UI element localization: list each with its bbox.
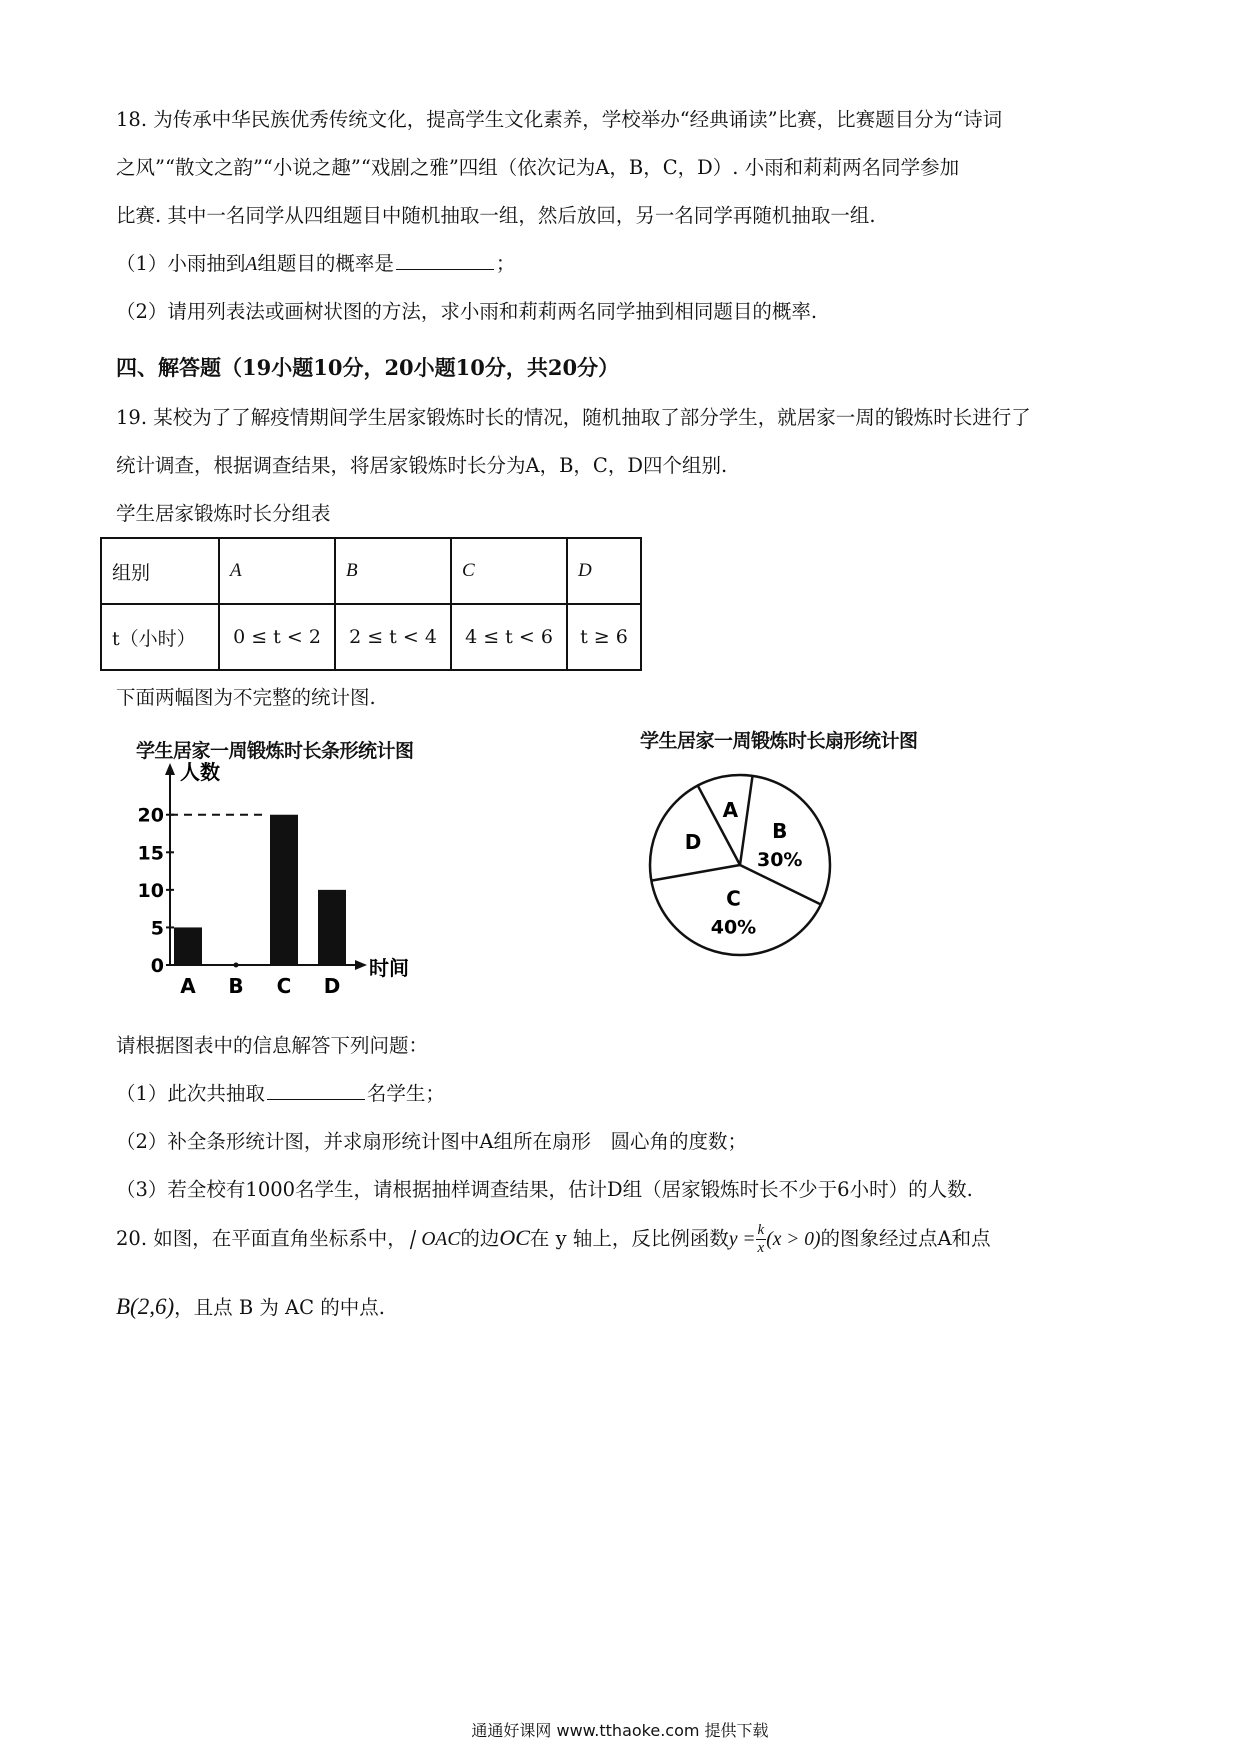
bar-chart-title: 学生居家一周锻炼时长条形统计图 — [136, 740, 414, 762]
pie-label-D: D — [684, 830, 702, 855]
text: 的图象经过点A和点 — [820, 1227, 991, 1250]
text: 20. 如图，在平面直角坐标系中， — [116, 1227, 407, 1250]
q18-line3: 比赛. 其中一名同学从四组题目中随机抽取一组，然后放回，另一名同学再随机抽取一组. — [116, 204, 876, 227]
triangle: ∣ OAC — [406, 1229, 461, 1250]
q19-prompt: 请根据图表中的信息解答下列问题： — [116, 1034, 429, 1057]
y-tick-label: 0 — [150, 955, 164, 977]
table-row — [101, 604, 641, 670]
q18-line1: 18. 为传承中华民族优秀传统文化，提高学生文化素养，学校举办“经典诵读”比赛，比赛题目分为“诗词 — [116, 108, 1003, 131]
bar-D — [318, 890, 346, 965]
numerator: k — [757, 1222, 765, 1238]
pie-label-A: A — [722, 798, 739, 823]
x-tick-label: A — [180, 974, 196, 998]
footer: 通通好课网 www.tthaoke.com 提供下载 — [471, 1721, 769, 1740]
table-row — [101, 538, 641, 604]
text: ； — [495, 252, 516, 275]
table-cell: D — [567, 538, 641, 604]
q20-line1 — [116, 1222, 991, 1257]
y-tick-label: 10 — [137, 879, 164, 902]
func-lhs: y = — [728, 1229, 756, 1250]
group-table — [100, 537, 642, 671]
table-cell: 2 ≤ t < 4 — [335, 604, 451, 670]
y-tick-label: 20 — [137, 804, 164, 827]
x-tick-label: B — [228, 974, 244, 998]
answer-blank — [396, 251, 494, 270]
y-tick-label: 5 — [150, 917, 164, 940]
q19-sub3: （3）若全校有1000名学生，请根据抽样调查结果，估计D组（居家锻炼时长不少于6小时）的人数. — [116, 1178, 973, 1201]
section-heading: 四、解答题（19小题10分，20小题10分，共20分） — [116, 355, 620, 380]
table-cell: t（小时） — [101, 604, 219, 670]
table-cell: C — [451, 538, 567, 604]
q19-line2: 统计调查，根据调查结果，将居家锻炼时长分为A，B，C，D四个组别. — [116, 454, 728, 477]
text: 名学生； — [366, 1082, 445, 1105]
y-tick-label: 15 — [137, 842, 164, 865]
text: 在 y 轴上，反比例函数 — [529, 1227, 729, 1250]
pie-chart-title: 学生居家一周锻炼时长扇形统计图 — [640, 730, 918, 752]
table-cell: 0 ≤ t < 2 — [219, 604, 335, 670]
text: （1）小雨抽到 — [116, 252, 246, 275]
bar-C — [270, 815, 298, 965]
segment-oc: OC — [499, 1225, 530, 1250]
pie-chart — [640, 760, 860, 980]
q20-line2 — [116, 1292, 385, 1320]
table-cell: t ≥ 6 — [567, 604, 641, 670]
table-cell: B — [335, 538, 451, 604]
var: A — [245, 254, 258, 275]
bar-A — [174, 927, 202, 965]
pie-label-C: C — [726, 886, 741, 911]
x-axis-label: 时间 — [369, 956, 409, 980]
text: 的边 — [460, 1227, 500, 1250]
text: （1）此次共抽取 — [116, 1082, 265, 1105]
answer-blank — [267, 1081, 365, 1100]
func-condition: (x > 0) — [766, 1229, 821, 1250]
y-axis-arrow — [165, 763, 175, 775]
text: 组题目的概率是 — [257, 252, 394, 275]
fraction — [756, 1222, 767, 1257]
x-tick-label: C — [276, 974, 292, 998]
x-tick-label: D — [323, 974, 341, 998]
y-axis-label: 人数 — [180, 760, 220, 784]
denominator: x — [757, 1240, 765, 1256]
q19-sub2: （2）补全条形统计图，并求扇形统计图中A组所在扇形 圆心角的度数； — [116, 1130, 747, 1153]
q18-line2: 之风”“散文之韵”“小说之趣”“戏剧之雅”四组（依次记为A，B，C，D）. 小雨和莉莉两名同学参加 — [116, 156, 960, 179]
q18-sub2: （2）请用列表法或画树状图的方法，求小雨和莉莉两名同学抽到相同题目的概率. — [116, 300, 818, 323]
pie-percent-C: 40% — [710, 916, 757, 939]
pie-label-B: B — [772, 818, 788, 843]
point-b: B(2,6) — [116, 1294, 175, 1319]
x-axis-arrow — [355, 960, 367, 970]
text: ，且点 B 为 AC 的中点. — [174, 1296, 385, 1319]
bar-chart — [130, 755, 470, 1000]
pie-percent-B: 30% — [756, 848, 803, 871]
bar-B — [234, 963, 239, 968]
table-cell: 4 ≤ t < 6 — [451, 604, 567, 670]
table-cell: A — [219, 538, 335, 604]
table-cell: 组别 — [101, 538, 219, 604]
q19-sub1 — [116, 1078, 445, 1106]
q18-sub1 — [116, 248, 515, 276]
table-title: 学生居家锻炼时长分组表 — [116, 502, 331, 525]
q19-line1: 19. 某校为了了解疫情期间学生居家锻炼时长的情况，随机抽取了部分学生，就居家一周的锻炼时长进行了 — [116, 406, 1031, 429]
charts-note: 下面两幅图为不完整的统计图. — [116, 686, 376, 709]
